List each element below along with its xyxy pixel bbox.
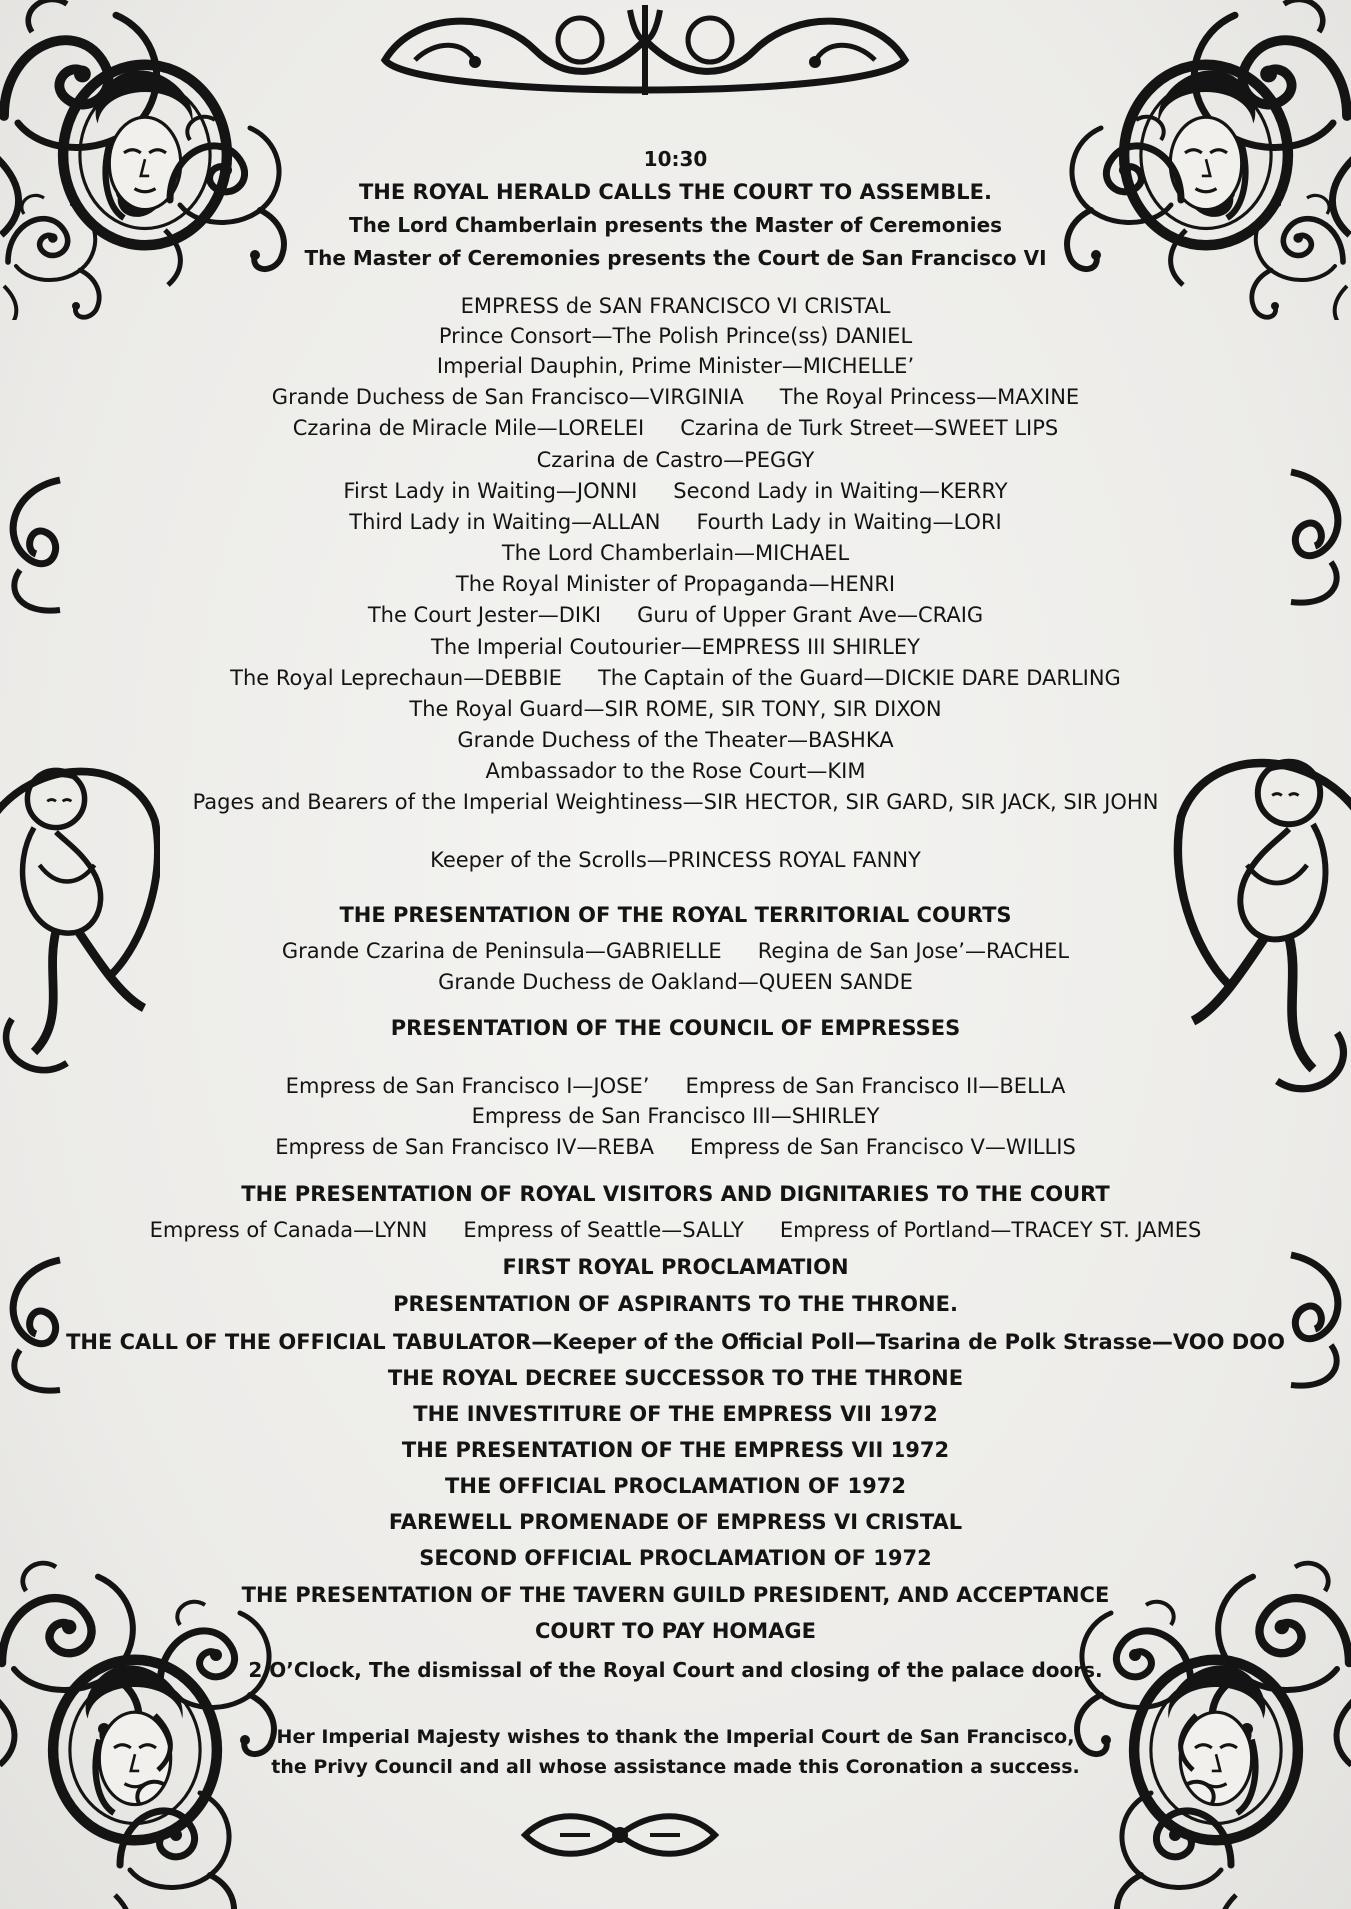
court-pair-line-1 <box>0 385 1351 409</box>
court-pair-1-left: Grande Duchess de San Francisco—VIRGINIA <box>271 385 744 409</box>
bottom-flourish-ornament <box>520 1805 720 1865</box>
program-item: SECOND OFFICIAL PROCLAMATION OF 1972 <box>419 1546 932 1570</box>
closing-line: 2 O’Clock, The dismissal of the Royal Court and closing of the palace doors. <box>248 1658 1103 1682</box>
court-pair-line-6 <box>0 666 1351 690</box>
top-crest-ornament <box>375 0 915 110</box>
council-pair-1-right: Empress de San Francisco II—BELLA <box>685 1074 1066 1098</box>
program-item: THE INVESTITURE OF THE EMPRESS VII 1972 <box>413 1402 938 1426</box>
council-pair-line-2 <box>0 1135 1351 1159</box>
program-item: PRESENTATION OF ASPIRANTS TO THE THRONE. <box>393 1292 958 1316</box>
program-item: THE PRESENTATION OF THE TAVERN GUILD PRESIDENT, AND ACCEPTANCE <box>241 1583 1110 1607</box>
program-item: FAREWELL PROMENADE OF EMPRESS VI CRISTAL <box>388 1510 963 1534</box>
council-pair-line-1 <box>0 1074 1351 1098</box>
coutourier-line: The Imperial Coutourier—EMPRESS III SHIRLEY <box>431 635 920 659</box>
empress-line: EMPRESS de SAN FRANCISCO VI CRISTAL <box>460 294 891 318</box>
court-pair-line-2 <box>0 416 1351 440</box>
dauphin-line: Imperial Dauphin, Prime Minister—MICHELLE’ <box>436 354 915 378</box>
program-item-tabulator: THE CALL OF THE OFFICIAL TABULATOR—Keeper of the Official Poll—Tsarina de Polk Strasse—VOO DOO <box>66 1330 1285 1354</box>
program-item: THE OFFICIAL PROCLAMATION OF 1972 <box>445 1474 906 1498</box>
court-pair-line-3 <box>0 479 1351 503</box>
court-pair-3-left: First Lady in Waiting—JONNI <box>343 479 638 503</box>
territorial-pair-line <box>0 939 1351 963</box>
lord-chamberlain-line: The Lord Chamberlain—MICHAEL <box>501 541 850 565</box>
court-pair-4-right: Fourth Lady in Waiting—LORI <box>696 510 1002 534</box>
propaganda-line: The Royal Minister of Propaganda—HENRI <box>455 572 896 596</box>
court-pair-4-left: Third Lady in Waiting—ALLAN <box>349 510 661 534</box>
court-pair-6-left: The Royal Leprechaun—DEBBIE <box>230 666 562 690</box>
council-pair-1-left: Empress de San Francisco I—JOSE’ <box>285 1074 650 1098</box>
territorial-pair-left: Grande Czarina de Peninsula—GABRIELLE <box>281 939 722 963</box>
territorial-pair-right: Regina de San Jose’—RACHEL <box>757 939 1070 963</box>
court-pair-2-left: Czarina de Miracle Mile—LORELEI <box>292 416 645 440</box>
ambassador-line: Ambassador to the Rose Court—KIM <box>485 759 866 783</box>
council-pair-2-left: Empress de San Francisco IV—REBA <box>275 1135 654 1159</box>
court-pair-line-4 <box>0 510 1351 534</box>
territorial-heading: THE PRESENTATION OF THE ROYAL TERRITORIAL COURTS <box>339 903 1012 927</box>
council-heading: PRESENTATION OF THE COUNCIL OF EMPRESSES <box>390 1016 961 1040</box>
time-label: 10:30 <box>643 147 708 171</box>
consort-line: Prince Consort—The Polish Prince(ss) DANIEL <box>438 324 913 348</box>
program-item: COURT TO PAY HOMAGE <box>534 1619 817 1643</box>
council-single-line: Empress de San Francisco III—SHIRLEY <box>471 1104 880 1128</box>
visitor-seattle: Empress of Seattle—SALLY <box>463 1218 744 1242</box>
visitors-heading: THE PRESENTATION OF ROYAL VISITORS AND DIGNITARIES TO THE COURT <box>241 1182 1110 1206</box>
keeper-scrolls-line: Keeper of the Scrolls—PRINCESS ROYAL FANNY <box>430 848 921 872</box>
program-item: FIRST ROYAL PROCLAMATION <box>502 1255 849 1279</box>
pages-bearers-line: Pages and Bearers of the Imperial Weightiness—SIR HECTOR, SIR GARD, SIR JACK, SIR JOHN <box>192 790 1159 814</box>
herald-line: THE ROYAL HERALD CALLS THE COURT TO ASSEMBLE. <box>358 180 993 204</box>
visitors-names-line <box>0 1218 1351 1242</box>
council-pair-2-right: Empress de San Francisco V—WILLIS <box>689 1135 1076 1159</box>
program-item: THE PRESENTATION OF THE EMPRESS VII 1972 <box>401 1438 950 1462</box>
court-pair-3-right: Second Lady in Waiting—KERRY <box>673 479 1008 503</box>
visitor-canada: Empress of Canada—LYNN <box>149 1218 428 1242</box>
thanks-line-2: the Privy Council and all whose assistance made this Coronation a success. <box>271 1756 1080 1778</box>
court-pair-1-right: The Royal Princess—MAXINE <box>779 385 1080 409</box>
master-presents-line: The Master of Ceremonies presents the Court de San Francisco VI <box>304 246 1047 270</box>
program-item: THE ROYAL DECREE SUCCESSOR TO THE THRONE <box>387 1366 964 1390</box>
oakland-line: Grande Duchess de Oakland—QUEEN SANDE <box>438 970 913 994</box>
court-pair-line-5 <box>0 603 1351 627</box>
royal-guard-line: The Royal Guard—SIR ROME, SIR TONY, SIR DIXON <box>409 697 942 721</box>
chamberlain-presents-line: The Lord Chamberlain presents the Master of Ceremonies <box>348 213 1003 237</box>
court-pair-5-left: The Court Jester—DIKI <box>367 603 602 627</box>
visitor-portland: Empress of Portland—TRACEY ST. JAMES <box>779 1218 1202 1242</box>
court-pair-2-right: Czarina de Turk Street—SWEET LIPS <box>680 416 1059 440</box>
thanks-line-1: Her Imperial Majesty wishes to thank the Imperial Court de San Francisco, <box>276 1726 1075 1748</box>
theater-line: Grande Duchess of the Theater—BASHKA <box>457 728 894 752</box>
court-pair-5-right: Guru of Upper Grant Ave—CRAIG <box>637 603 984 627</box>
castro-line: Czarina de Castro—PEGGY <box>536 448 815 472</box>
court-pair-6-right: The Captain of the Guard—DICKIE DARE DARLING <box>597 666 1121 690</box>
